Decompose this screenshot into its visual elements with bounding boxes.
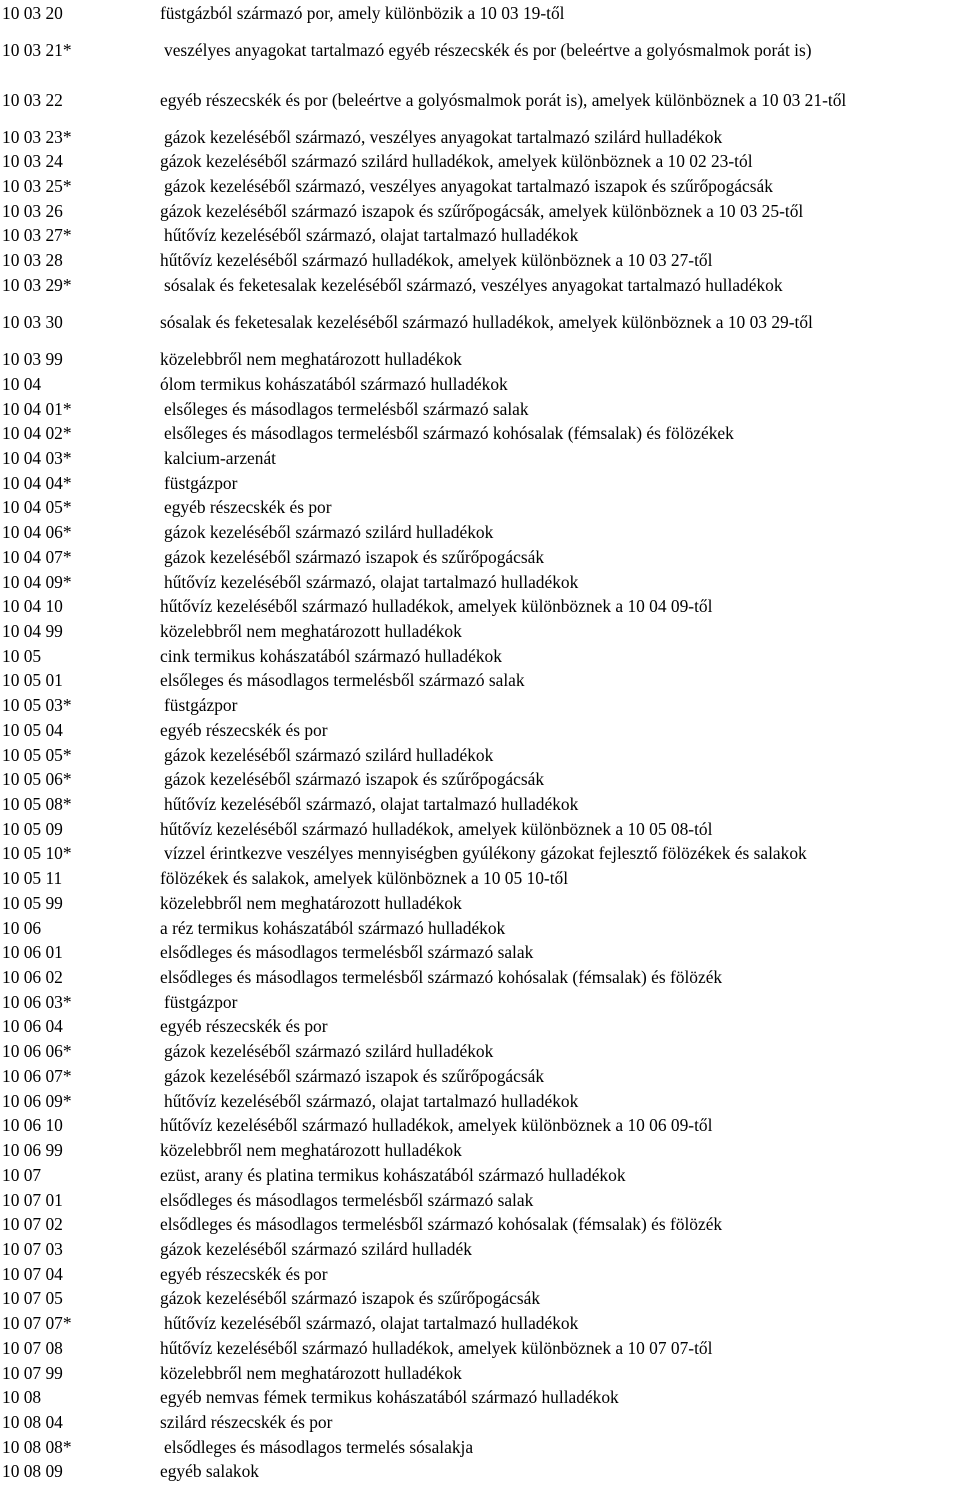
waste-code: 10 06	[2, 917, 42, 938]
waste-code: 10 03 30	[2, 311, 63, 332]
waste-code: 10 03 99	[2, 349, 63, 370]
list-item	[0, 1435, 960, 1460]
waste-code: 10 08 09	[2, 1461, 63, 1482]
waste-code: 10 06 02	[2, 967, 63, 988]
list-item	[0, 1188, 960, 1213]
waste-description: gázok kezeléséből származó iszapok és szűrőpogácsák, amelyek különböznek a 10 03 25-től	[160, 200, 804, 221]
waste-description: füstgázpor	[164, 472, 238, 493]
waste-description: cink termikus kohászatából származó hulladékok	[160, 645, 502, 666]
list-item	[0, 446, 960, 471]
waste-description: gázok kezeléséből származó iszapok és szűrőpogácsák	[160, 1288, 541, 1309]
waste-code: 10 06 03*	[2, 991, 72, 1012]
list-item	[0, 841, 960, 866]
waste-description: egyéb részecskék és por	[160, 1263, 328, 1284]
waste-description: elsőleges és másodlagos termelésből származó salak	[164, 398, 529, 419]
waste-description: hűtővíz kezeléséből származó hulladékok, amelyek különböznek a 10 04 09-től	[160, 596, 713, 617]
waste-code: 10 03 21*	[2, 40, 72, 61]
waste-code: 10 06 10	[2, 1115, 63, 1136]
list-item	[0, 248, 960, 273]
list-item	[0, 817, 960, 842]
waste-description: közelebbről nem meghatározott hulladékok	[160, 892, 462, 913]
waste-description: sósalak és feketesalak kezeléséből származó hulladékok, amelyek különböznek a 10 03 29-től	[160, 312, 813, 333]
waste-description: füstgázból származó por, amely különbözik a 10 03 19-től	[160, 3, 565, 23]
waste-description: elsőleges és másodlagos termelésből származó salak	[160, 670, 525, 691]
list-item	[0, 1459, 960, 1484]
waste-code: 10 04 10	[2, 596, 63, 617]
waste-description: egyéb salakok	[160, 1461, 259, 1482]
list-item	[0, 1064, 960, 1089]
list-item	[0, 520, 960, 545]
waste-code: 10 03 20	[2, 3, 63, 23]
waste-description: a réz termikus kohászatából származó hulladékok	[160, 917, 506, 938]
waste-description: elsődleges és másodlagos termelésből származó salak	[160, 1189, 534, 1210]
list-item	[0, 668, 960, 693]
waste-code: 10 08	[2, 1387, 42, 1408]
waste-code: 10 07 04	[2, 1263, 63, 1284]
list-item	[0, 1113, 960, 1138]
list-item	[0, 866, 960, 891]
waste-code: 10 04 05*	[2, 497, 72, 518]
list-item	[0, 743, 960, 768]
waste-code: 10 06 01	[2, 942, 63, 963]
list-item	[0, 570, 960, 595]
waste-description: hűtővíz kezeléséből származó hulladékok, amelyek különböznek a 10 06 09-től	[160, 1115, 713, 1136]
list-item	[0, 940, 960, 965]
waste-code: 10 03 27*	[2, 225, 72, 246]
waste-code: 10 05 05*	[2, 744, 72, 765]
waste-code: 10 06 99	[2, 1140, 63, 1161]
list-item	[0, 1237, 960, 1262]
list-item	[0, 1311, 960, 1336]
waste-description: gázok kezeléséből származó iszapok és szűrőpogácsák	[164, 769, 545, 790]
list-item	[0, 495, 960, 520]
list-item	[0, 891, 960, 916]
waste-description: füstgázpor	[164, 695, 238, 716]
waste-description: hűtővíz kezeléséből származó, olajat tartalmazó hulladékok	[164, 1090, 579, 1111]
list-item	[0, 545, 960, 570]
waste-code: 10 03 22	[2, 89, 63, 110]
waste-description: kalcium-arzenát	[164, 447, 277, 468]
list-item	[0, 273, 960, 298]
waste-description: hűtővíz kezeléséből származó, olajat tartalmazó hulladékok	[164, 1313, 579, 1334]
waste-code: 10 03 29*	[2, 274, 72, 295]
waste-description: veszélyes anyagokat tartalmazó egyéb részecskék és por (beleértve a golyósmalmok porát is)	[164, 40, 812, 61]
waste-code: 10 06 04	[2, 1016, 63, 1037]
waste-description: füstgázpor	[164, 991, 238, 1012]
waste-code: 10 03 25*	[2, 176, 72, 197]
waste-description: elsődleges és másodlagos termelésből származó salak	[160, 942, 534, 963]
waste-code: 10 06 07*	[2, 1065, 72, 1086]
list-item	[0, 990, 960, 1015]
list-item	[0, 1336, 960, 1361]
list-item	[0, 619, 960, 644]
waste-description: hűtővíz kezeléséből származó, olajat tartalmazó hulladékok	[164, 571, 579, 592]
list-item	[0, 75, 960, 124]
waste-description: gázok kezeléséből származó iszapok és szűrőpogácsák	[164, 1065, 545, 1086]
waste-code: 10 07 07*	[2, 1313, 72, 1334]
waste-description: gázok kezeléséből származó, veszélyes anyagokat tartalmazó szilárd hulladékok	[164, 126, 723, 147]
list-item	[0, 397, 960, 422]
waste-description: közelebbről nem meghatározott hulladékok	[160, 349, 462, 370]
list-item	[0, 347, 960, 372]
waste-code: 10 04 03*	[2, 447, 72, 468]
waste-code: 10 08 04	[2, 1411, 63, 1432]
waste-code: 10 04 01*	[2, 398, 72, 419]
list-item	[0, 26, 960, 75]
waste-description: egyéb részecskék és por (beleértve a golyósmalmok porát is), amelyek különböznek a 10 03 21-től	[160, 89, 847, 110]
list-item	[0, 1, 960, 26]
list-item	[0, 1286, 960, 1311]
waste-code: 10 05 09	[2, 818, 63, 839]
list-item	[0, 223, 960, 248]
list-item	[0, 1212, 960, 1237]
waste-code: 10 05 04	[2, 719, 63, 740]
waste-description: fölözékek és salakok, amelyek különböznek a 10 05 10-től	[160, 868, 569, 889]
waste-code: 10 07 02	[2, 1214, 63, 1235]
waste-description: vízzel érintkezve veszélyes mennyiségben gyúlékony gázokat fejlesztő fölözékek és salakok	[164, 843, 807, 864]
waste-description: gázok kezeléséből származó, veszélyes anyagokat tartalmazó iszapok és szűrőpogácsák	[164, 176, 773, 197]
waste-code: 10 05	[2, 645, 42, 666]
waste-description: közelebbről nem meghatározott hulladékok	[160, 1140, 462, 1161]
waste-code: 10 05 01	[2, 670, 63, 691]
waste-code: 10 08 08*	[2, 1436, 72, 1457]
list-item	[0, 1361, 960, 1386]
waste-code: 10 03 26	[2, 200, 63, 221]
waste-description: elsődleges és másodlagos termelés sósalakja	[164, 1436, 474, 1457]
waste-code: 10 05 10*	[2, 843, 72, 864]
waste-code: 10 03 24	[2, 151, 63, 172]
waste-code: 10 04 07*	[2, 546, 72, 567]
waste-description: gázok kezeléséből származó szilárd hulladékok	[164, 522, 494, 543]
waste-description: elsődleges és másodlagos termelésből származó kohósalak (fémsalak) és fölözék	[160, 1214, 723, 1235]
waste-description: hűtővíz kezeléséből származó, olajat tartalmazó hulladékok	[164, 794, 579, 814]
list-item	[0, 1262, 960, 1287]
waste-description: egyéb részecskék és por	[160, 1016, 328, 1037]
waste-code: 10 04 02*	[2, 423, 72, 444]
waste-description: egyéb részecskék és por	[160, 719, 328, 740]
list-item	[0, 199, 960, 224]
waste-code: 10 04 04*	[2, 472, 72, 493]
waste-description: hűtővíz kezeléséből származó hulladékok, amelyek különböznek a 10 05 08-tól	[160, 818, 713, 839]
waste-description: ólom termikus kohászatából származó hulladékok	[160, 373, 508, 394]
waste-description: elsőleges és másodlagos termelésből származó kohósalak (fémsalak) és fölözékek	[164, 423, 734, 444]
waste-description: hűtővíz kezeléséből származó hulladékok, amelyek különböznek a 10 07 07-től	[160, 1337, 713, 1358]
waste-description: gázok kezeléséből származó szilárd hulladékok, amelyek különböznek a 10 02 23-tól	[160, 151, 753, 172]
waste-code: 10 05 03*	[2, 695, 72, 716]
waste-code: 10 07	[2, 1164, 42, 1185]
list-item	[0, 1014, 960, 1039]
list-item	[0, 594, 960, 619]
list-item	[0, 372, 960, 397]
list-item	[0, 693, 960, 718]
waste-description: közelebbről nem meghatározott hulladékok	[160, 620, 462, 641]
waste-description: szilárd részecskék és por	[160, 1411, 333, 1432]
waste-code: 10 05 08*	[2, 794, 72, 814]
waste-description: gázok kezeléséből származó iszapok és szűrőpogácsák	[164, 546, 545, 567]
list-item	[0, 149, 960, 174]
waste-code: 10 04 99	[2, 620, 63, 641]
waste-code: 10 07 99	[2, 1362, 63, 1383]
waste-code: 10 05 99	[2, 892, 63, 913]
waste-code: 10 03 28	[2, 250, 63, 271]
list-item	[0, 767, 960, 792]
waste-description: elsődleges és másodlagos termelésből származó kohósalak (fémsalak) és fölözék	[160, 967, 723, 988]
list-item	[0, 1163, 960, 1188]
waste-code: 10 07 03	[2, 1238, 63, 1259]
waste-description: közelebbről nem meghatározott hulladékok	[160, 1362, 462, 1383]
list-item	[0, 1138, 960, 1163]
waste-code: 10 07 08	[2, 1337, 63, 1358]
waste-description: ezüst, arany és platina termikus kohászatából származó hulladékok	[160, 1164, 626, 1185]
waste-code: 10 06 09*	[2, 1090, 72, 1111]
list-item	[0, 174, 960, 199]
waste-code: 10 06 06*	[2, 1041, 72, 1062]
waste-code: 10 04	[2, 373, 42, 394]
list-item	[0, 1039, 960, 1064]
list-item	[0, 718, 960, 743]
waste-code: 10 07 01	[2, 1189, 63, 1210]
list-item	[0, 1089, 960, 1114]
list-item	[0, 792, 960, 817]
waste-description: egyéb részecskék és por	[164, 497, 332, 518]
list-item	[0, 471, 960, 496]
list-item	[0, 298, 960, 347]
list-item	[0, 965, 960, 990]
list-item	[0, 125, 960, 150]
list-item	[0, 644, 960, 669]
waste-description: sósalak és feketesalak kezeléséből származó, veszélyes anyagokat tartalmazó hulladékok	[164, 274, 783, 295]
waste-description: hűtővíz kezeléséből származó, olajat tartalmazó hulladékok	[164, 225, 579, 246]
waste-description: gázok kezeléséből származó szilárd hulladékok	[164, 744, 494, 765]
waste-code: 10 03 23*	[2, 126, 72, 147]
waste-code: 10 05 06*	[2, 769, 72, 790]
waste-code: 10 04 09*	[2, 571, 72, 592]
waste-description: gázok kezeléséből származó szilárd hulladék	[160, 1238, 472, 1259]
waste-description: hűtővíz kezeléséből származó hulladékok, amelyek különböznek a 10 03 27-től	[160, 250, 713, 271]
waste-description: egyéb nemvas fémek termikus kohászatából származó hulladékok	[160, 1387, 619, 1408]
list-item	[0, 1410, 960, 1435]
list-item	[0, 916, 960, 941]
waste-code: 10 07 05	[2, 1288, 63, 1309]
list-item	[0, 1385, 960, 1410]
waste-code: 10 04 06*	[2, 522, 72, 543]
list-item	[0, 421, 960, 446]
waste-description: gázok kezeléséből származó szilárd hulladékok	[164, 1041, 494, 1062]
waste-code: 10 05 11	[2, 868, 63, 889]
